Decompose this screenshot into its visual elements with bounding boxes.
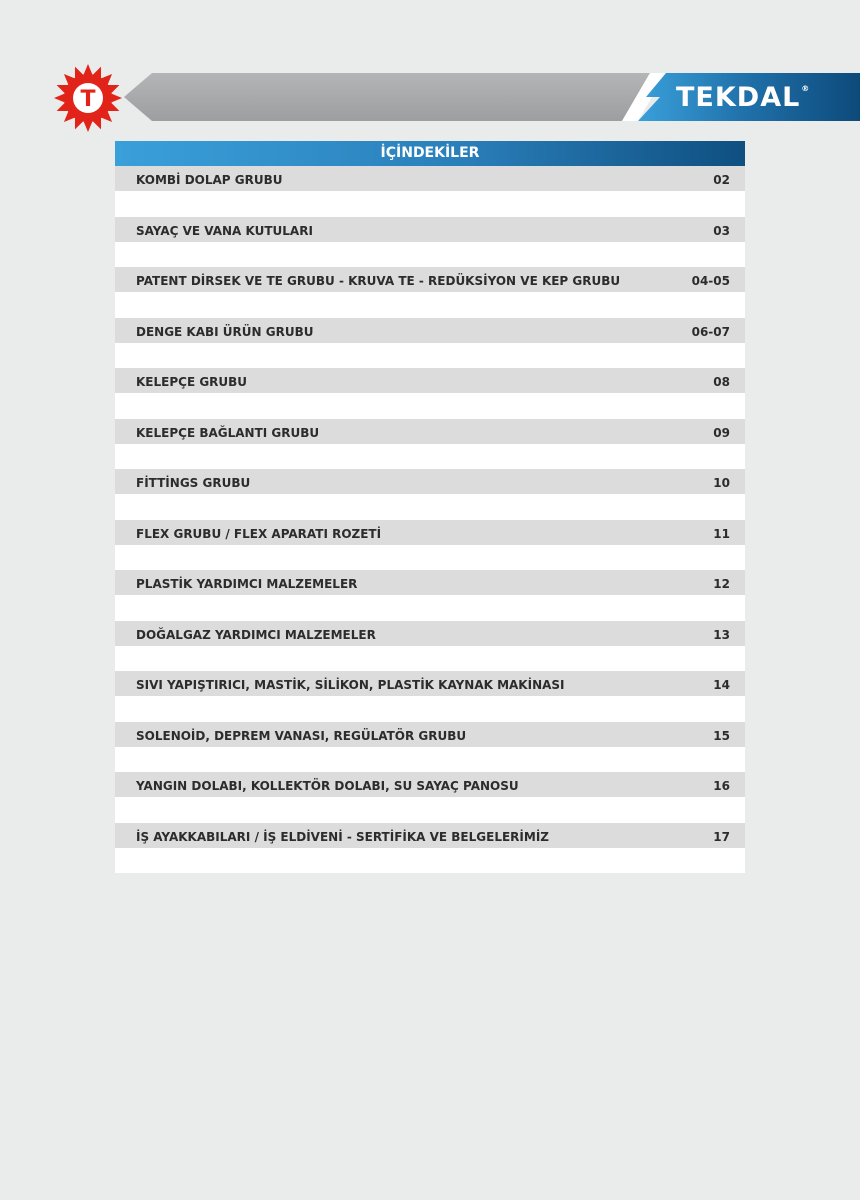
toc-row: [115, 368, 745, 419]
toc-item-label: KELEPÇE GRUBU: [136, 375, 248, 389]
toc-item-page: 10: [713, 476, 730, 490]
toc-row: [115, 671, 745, 722]
toc-row: [115, 772, 745, 823]
toc-item-label: İŞ AYAKKABILARI / İŞ ELDİVENİ - SERTİFİKA VE BELGELERİMİZ: [136, 829, 549, 844]
toc-item-page: 13: [713, 627, 730, 642]
toc-item-page: 12: [713, 577, 730, 591]
toc-item-page: 09: [713, 425, 730, 440]
toc-list: [115, 166, 745, 873]
toc-row: [115, 621, 745, 672]
grey-banner-shape: [124, 73, 650, 121]
toc-item-page: 11: [713, 526, 730, 541]
toc-title: İÇİNDEKİLER: [115, 141, 745, 166]
toc-row: [115, 166, 745, 217]
toc-item-page: 14: [713, 678, 730, 692]
toc-item-page: 06-07: [691, 324, 730, 339]
toc-item-label: DENGE KABI ÜRÜN GRUBU: [136, 324, 314, 339]
toc-item-label: SIVI YAPIŞTIRICI, MASTİK, SİLİKON, PLASTİK KAYNAK MAKİNASI: [136, 678, 565, 692]
toc-item-page: 16: [713, 779, 730, 793]
toc-item-label: FLEX GRUBU / FLEX APARATI ROZETİ: [136, 526, 382, 541]
toc-row: [115, 520, 745, 571]
logo-letter: T: [80, 87, 96, 112]
toc-item-label: DOĞALGAZ YARDIMCI MALZEMELER: [136, 627, 376, 642]
toc-item-label: PATENT DİRSEK VE TE GRUBU - KRUVA TE - REDÜKSİYON VE KEP GRUBU: [136, 274, 621, 288]
toc-row: [115, 722, 745, 773]
toc-item-label: PLASTİK YARDIMCI MALZEMELER: [136, 577, 358, 591]
toc-item-label: YANGIN DOLABI, KOLLEKTÖR DOLABI, SU SAYAÇ PANOSU: [136, 779, 519, 793]
toc-row: [115, 469, 745, 520]
toc-row: [115, 570, 745, 621]
toc-item-label: KOMBİ DOLAP GRUBU: [136, 173, 283, 187]
toc-item-page: 17: [713, 829, 730, 844]
toc-row: [115, 419, 745, 470]
toc-row: [115, 217, 745, 268]
table-of-contents: [115, 141, 745, 873]
toc-item-page: 02: [713, 173, 730, 187]
brand-name: TEKDAL: [676, 82, 801, 113]
toc-row: [115, 823, 745, 874]
toc-item-label: KELEPÇE BAĞLANTI GRUBU: [136, 425, 320, 440]
toc-item-page: 04-05: [691, 274, 730, 288]
toc-item-page: 15: [713, 728, 730, 743]
page-header: [0, 0, 860, 140]
toc-item-label: FİTTİNGS GRUBU: [136, 476, 251, 490]
toc-row: [115, 267, 745, 318]
toc-item-label: SOLENOİD, DEPREM VANASI, REGÜLATÖR GRUBU: [136, 728, 467, 743]
toc-row: [115, 318, 745, 369]
toc-item-page: 08: [713, 375, 730, 389]
brand-logo-text: [676, 82, 810, 113]
header-banner: [0, 0, 860, 140]
toc-item-page: 03: [713, 223, 730, 238]
toc-item-label: SAYAÇ VE VANA KUTULARI: [136, 223, 313, 238]
registered-mark: ®: [801, 84, 811, 93]
sunburst-logo-icon: [54, 64, 122, 132]
